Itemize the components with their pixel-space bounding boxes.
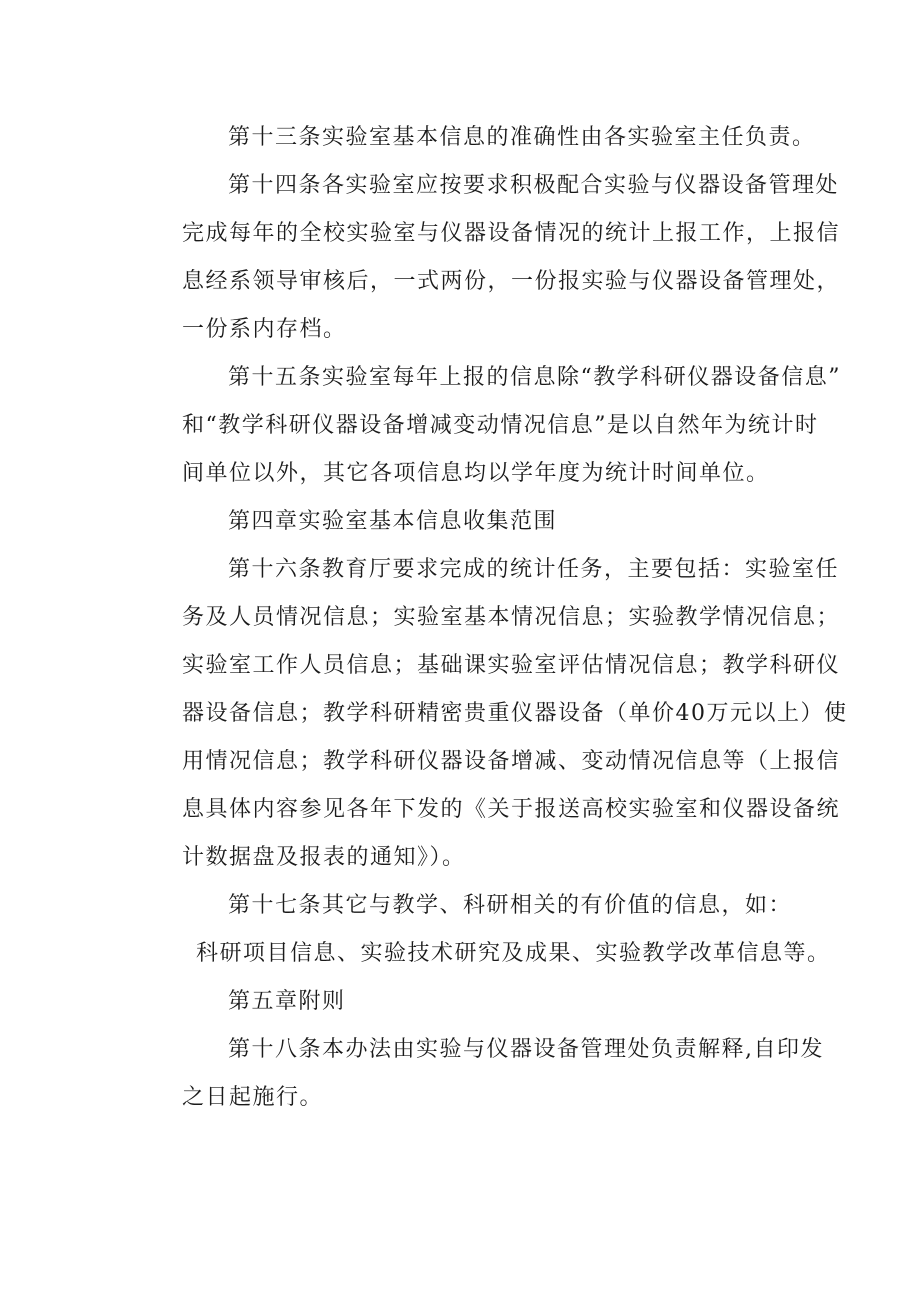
paragraph-line: 间单位以外，其它各项信息均以学年度为统计时间单位。 xyxy=(182,461,770,486)
paragraph-line: 实验室工作人员信息；基础课实验室评估情况信息；教学科研仪 xyxy=(182,653,841,678)
article-14-paragraph xyxy=(136,162,841,354)
paragraph-line: 之日起施行。 xyxy=(182,1085,324,1110)
chapter-5-heading xyxy=(136,978,792,1026)
paragraph-line: 完成每年的全校实验室与仪器设备情况的统计上报工作，上报信 xyxy=(182,221,841,246)
document-body xyxy=(136,114,848,1122)
paragraph-line: 息经系领导审核后，一式两份，一份报实验与仪器设备管理处， xyxy=(182,269,841,294)
paragraph-line: 务及人员情况信息；实验室基本情况信息；实验教学情况信息； xyxy=(182,605,841,630)
paragraph-line: 和“教学科研仪器设备增减变动情况信息”是以自然年为统计时 xyxy=(182,413,819,438)
paragraph-line: 一份系内存档。 xyxy=(182,317,347,342)
chapter-heading-text: 第四章实验室基本信息收集范围 xyxy=(228,509,558,534)
chapter-4-heading xyxy=(136,498,792,546)
paragraph-line: 第十四条各实验室应按要求积极配合实验与仪器设备管理处 xyxy=(228,173,840,198)
paragraph-line: 第十五条实验室每年上报的信息除“教学科研仪器设备信息” xyxy=(228,365,841,390)
paragraph-line: 第十七条其它与教学、科研相关的有价值的信息，如： xyxy=(228,893,793,918)
paragraph-line: 第十六条教育厅要求完成的统计任务，主要包括：实验室任 xyxy=(228,557,840,582)
paragraph-line: 用情况信息；教学科研仪器设备增减、变动情况信息等（上报信 xyxy=(182,749,841,774)
paragraph-line: 第十八条本办法由实验与仪器设备管理处负责解释,自印发 xyxy=(228,1037,824,1062)
article-17-paragraph xyxy=(136,882,831,978)
paragraph-line: 科研项目信息、实验技术研究及成果、实验教学改革信息等。 xyxy=(196,941,831,966)
paragraph-line: 第十三条实验室基本信息的准确性由各实验室主任负责。 xyxy=(228,125,816,150)
paragraph-line: 器设备信息；教学科研精密贵重仪器设备（单价40万元以上）使 xyxy=(182,701,848,726)
paragraph-line: 息具体内容参见各年下发的《关于报送高校实验室和仪器设备统 xyxy=(182,797,841,822)
article-16-paragraph xyxy=(136,546,848,882)
chapter-heading-text: 第五章附则 xyxy=(228,989,346,1014)
article-15-paragraph xyxy=(136,354,841,498)
article-13-paragraph xyxy=(136,114,816,162)
paragraph-line: 计数据盘及报表的通知》）。 xyxy=(182,845,466,870)
article-18-paragraph xyxy=(136,1026,824,1122)
